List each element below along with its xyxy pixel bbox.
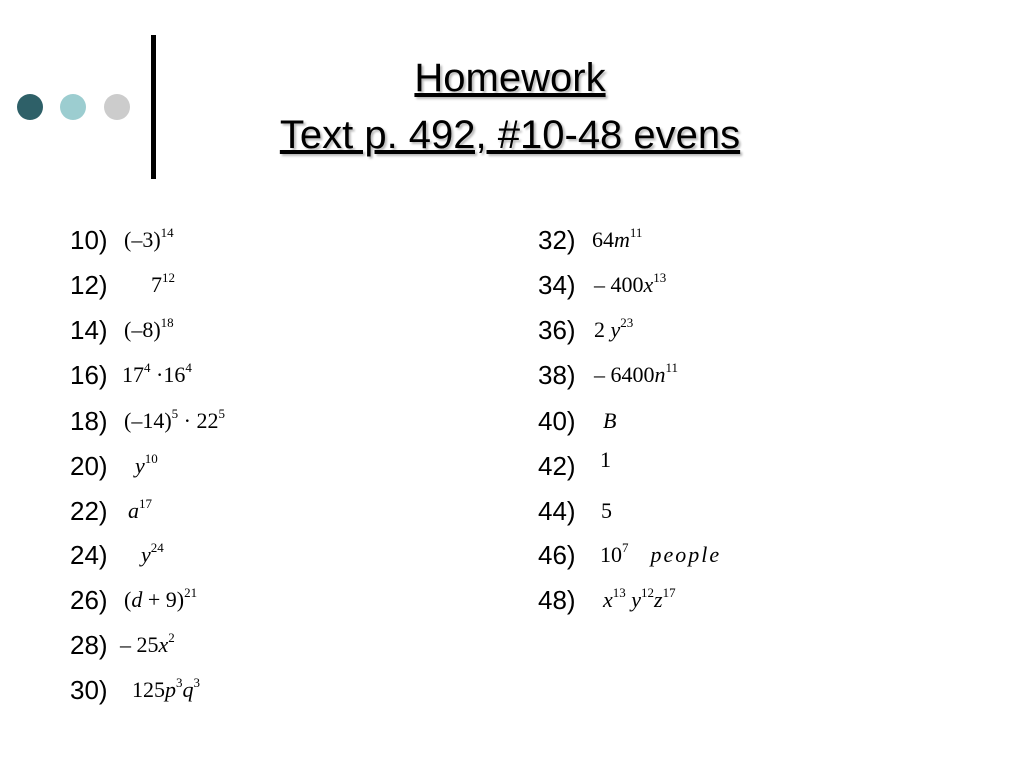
item-number: 12) xyxy=(70,270,108,300)
item-number: 46) xyxy=(538,540,576,570)
answer-expression: – $25x^2$ xyxy=(120,630,175,657)
answer-expression: $(d + 9)^{21}$ xyxy=(124,585,198,612)
decor-dot-1 xyxy=(17,94,43,120)
item-number: 28) xyxy=(70,630,108,660)
item-number: 18) xyxy=(70,406,108,436)
item-number: 10) xyxy=(70,225,108,255)
item-number: 42) xyxy=(538,451,576,481)
item-number: 40) xyxy=(538,406,576,436)
item-number: 48) xyxy=(538,585,576,615)
decor-vertical-bar xyxy=(151,35,156,179)
answer-expression: $a^{17}$ xyxy=(128,496,152,523)
answer-expression: 2 $y^{23}$ xyxy=(594,315,634,342)
item-number: 32) xyxy=(538,225,576,255)
answer-expression: $125p^3q^3$ xyxy=(132,675,200,702)
decor-dot-2 xyxy=(60,94,86,120)
item-number: 34) xyxy=(538,270,576,300)
item-number: 44) xyxy=(538,496,576,526)
item-number: 14) xyxy=(70,315,108,345)
item-number: 26) xyxy=(70,585,108,615)
answer-expression: B xyxy=(603,408,617,433)
answer-expression: 1 xyxy=(600,447,611,472)
answer-expression: $(-3)^{14}$ xyxy=(124,225,174,252)
item-number: 24) xyxy=(70,540,108,570)
item-number: 36) xyxy=(538,315,576,345)
answer-expression: $x^{13}$ $y^{12}z^{17}$ xyxy=(603,585,676,612)
answer-expression: $(-8)^{18}$ xyxy=(124,315,174,342)
answer-expression: $y^{24}$ xyxy=(141,540,164,567)
slide-title: Homework xyxy=(414,56,606,100)
slide-subtitle: Text p. 492, #10-48 evens xyxy=(279,113,741,157)
answer-expression: $(-14)^5 \cdot 22^5$ xyxy=(124,406,225,433)
item-number: 16) xyxy=(70,360,108,390)
item-number: 30) xyxy=(70,675,108,705)
item-number: 22) xyxy=(70,496,108,526)
answer-expression: – $400x^{13}$ xyxy=(594,270,667,297)
item-number: 20) xyxy=(70,451,108,481)
answer-expression: 5 xyxy=(601,498,612,523)
answer-expression: $y^{10}$ xyxy=(135,451,158,478)
answer-expression: $7^{12}$ xyxy=(151,270,175,297)
answer-expression: – $6400n^{11}$ xyxy=(594,360,679,387)
item-number: 38) xyxy=(538,360,576,390)
answer-expression: $17^4 \cdot 16^4$ xyxy=(122,360,192,387)
answer-expression: $10^7$ people xyxy=(600,540,722,567)
answer-expression: $64m^{11}$ xyxy=(592,225,643,252)
decor-dot-3 xyxy=(104,94,130,120)
